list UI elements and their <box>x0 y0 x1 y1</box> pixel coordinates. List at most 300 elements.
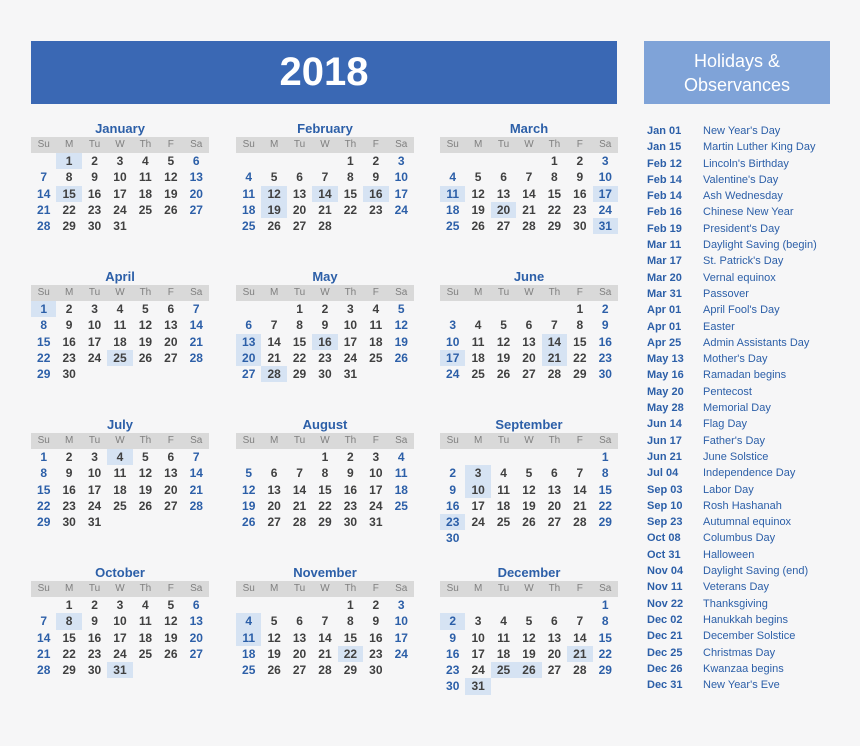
day-cell: 2 <box>91 154 98 168</box>
day-cell: 11 <box>440 186 465 202</box>
day-cell: 30 <box>62 515 76 530</box>
day-cell: 28 <box>261 366 286 382</box>
day-cell: 13 <box>522 334 536 349</box>
holiday-name: Daylight Saving (end) <box>703 565 809 578</box>
day-cell: 23 <box>343 498 358 513</box>
day-cell: 7 <box>525 170 533 185</box>
day-cell: 1 <box>347 598 354 612</box>
holidays-header <box>644 41 830 104</box>
holiday-row <box>647 498 852 514</box>
day-cell: 14 <box>542 334 567 350</box>
holiday-row <box>647 302 852 318</box>
month-grid <box>236 285 414 382</box>
day-cell: 12 <box>164 170 178 185</box>
day-cell: 23 <box>318 350 332 365</box>
day-cell: 3 <box>116 154 124 168</box>
day-cell: 1 <box>601 598 609 612</box>
day-cell: 27 <box>292 663 307 678</box>
day-cell: 21 <box>37 646 51 661</box>
day-cell: 4 <box>397 450 405 464</box>
day-cell: 24 <box>394 646 408 661</box>
day-cell: 5 <box>270 614 278 629</box>
holiday-row <box>647 596 852 612</box>
weekday-header: Su <box>236 581 261 597</box>
day-cell: 18 <box>394 482 408 497</box>
day-cell: 30 <box>87 219 102 234</box>
holiday-name: Columbus Day <box>703 532 776 545</box>
day-cell: 15 <box>56 186 81 202</box>
day-cell: 23 <box>369 202 383 217</box>
weekday-header: Su <box>31 433 56 449</box>
day-cell: 22 <box>573 350 587 365</box>
day-cell: 4 <box>116 302 124 316</box>
day-cell: 16 <box>573 186 587 201</box>
weekday-header: M <box>261 433 286 449</box>
day-cell: 6 <box>296 170 303 185</box>
day-cell: 3 <box>465 465 490 481</box>
day-cell: 3 <box>91 450 98 464</box>
weekday-header: W <box>107 433 132 449</box>
day-cell: 17 <box>113 630 127 645</box>
day-cell: 14 <box>522 186 536 201</box>
day-cell: 17 <box>369 482 383 497</box>
month-march <box>440 120 618 234</box>
day-cell: 2 <box>321 302 329 316</box>
day-cell: 20 <box>267 498 281 513</box>
day-cell: 17 <box>113 186 127 201</box>
day-cell: 15 <box>318 482 332 497</box>
month-grid <box>236 137 414 234</box>
day-cell: 19 <box>164 186 178 201</box>
day-cell: 4 <box>142 154 149 168</box>
day-cell: 6 <box>167 302 175 316</box>
month-grid <box>236 581 414 678</box>
holiday-row <box>647 253 852 269</box>
day-cell: 22 <box>37 498 51 513</box>
day-cell: 14 <box>312 186 337 202</box>
day-cell: 7 <box>551 318 558 333</box>
day-cell: 5 <box>525 466 533 481</box>
day-cell: 27 <box>522 367 536 382</box>
day-cell: 17 <box>440 350 465 366</box>
holiday-date: Apr 01 <box>647 320 682 333</box>
day-cell: 7 <box>192 302 200 316</box>
day-cell: 15 <box>598 482 612 497</box>
day-cell: 11 <box>394 466 408 481</box>
day-cell: 16 <box>446 498 460 513</box>
month-title: December <box>497 565 561 580</box>
holiday-row <box>647 661 852 677</box>
weekday-header: M <box>465 285 490 301</box>
day-cell: 2 <box>576 154 584 168</box>
day-cell: 31 <box>87 515 102 530</box>
day-cell: 22 <box>37 350 51 365</box>
day-cell: 10 <box>87 318 102 333</box>
empty-day-cell <box>31 597 56 613</box>
day-cell: 1 <box>56 153 81 169</box>
weekday-header: F <box>158 285 183 301</box>
day-cell: 26 <box>267 663 281 678</box>
day-cell: 8 <box>601 466 609 481</box>
day-cell: 10 <box>343 318 358 333</box>
holiday-date: Sep 10 <box>647 499 683 512</box>
month-grid <box>440 285 618 382</box>
holiday-row <box>647 465 852 481</box>
day-cell: 26 <box>471 219 485 234</box>
day-cell: 30 <box>369 663 383 678</box>
day-cell: 5 <box>142 302 149 316</box>
day-cell: 13 <box>267 482 281 497</box>
day-cell: 19 <box>164 630 178 645</box>
weekday-header: Tu <box>82 433 107 449</box>
day-cell: 25 <box>242 219 256 234</box>
weekday-header: Th <box>542 285 567 301</box>
day-cell: 16 <box>363 186 388 202</box>
empty-day-cell <box>261 597 286 613</box>
day-cell: 19 <box>522 498 536 513</box>
day-cell: 6 <box>551 614 558 629</box>
weekday-header: Su <box>31 137 56 153</box>
day-cell: 31 <box>369 515 383 530</box>
day-cell: 4 <box>236 613 261 629</box>
day-cell: 11 <box>471 334 485 349</box>
holiday-name: June Solstice <box>703 450 769 463</box>
day-cell: 18 <box>471 350 485 365</box>
day-cell: 10 <box>87 466 102 481</box>
day-cell: 11 <box>113 318 127 333</box>
empty-day-cell <box>440 597 465 613</box>
holiday-name: April Fool's Day <box>703 304 780 317</box>
weekday-header: Sa <box>593 581 618 597</box>
weekday-header: Th <box>542 137 567 153</box>
empty-day-cell <box>287 153 312 169</box>
weekday-header: Sa <box>593 137 618 153</box>
day-cell: 14 <box>318 630 332 645</box>
holiday-row <box>647 139 852 155</box>
day-cell: 30 <box>573 219 587 234</box>
holiday-row <box>647 237 852 253</box>
day-cell: 21 <box>267 350 281 365</box>
day-cell: 15 <box>37 334 51 349</box>
weekday-header: Th <box>542 433 567 449</box>
day-cell: 18 <box>496 646 511 661</box>
holiday-name: Thanksgiving <box>703 597 768 610</box>
day-cell: 2 <box>65 302 73 316</box>
day-cell: 10 <box>369 466 383 481</box>
holiday-date: Jun 17 <box>647 434 682 447</box>
month-title: July <box>106 417 133 432</box>
day-cell: 28 <box>573 663 587 678</box>
day-cell: 6 <box>296 614 303 629</box>
day-cell: 31 <box>113 219 127 234</box>
holiday-name: Ash Wednesday <box>703 190 783 203</box>
weekday-header: F <box>363 433 388 449</box>
holiday-date: Dec 25 <box>647 646 683 659</box>
empty-day-cell <box>312 597 337 613</box>
month-title: April <box>105 269 135 284</box>
holiday-name: St. Patrick's Day <box>703 255 784 268</box>
day-cell: 12 <box>522 482 536 497</box>
day-cell: 7 <box>576 466 584 481</box>
day-cell: 9 <box>91 614 98 629</box>
holiday-name: Memorial Day <box>703 402 771 415</box>
day-cell: 19 <box>471 202 485 217</box>
day-cell: 21 <box>522 202 536 217</box>
day-cell: 23 <box>62 350 76 365</box>
weekday-header: Tu <box>491 433 516 449</box>
day-cell: 3 <box>347 302 354 316</box>
holiday-date: May 13 <box>647 353 684 366</box>
day-cell: 14 <box>37 186 51 201</box>
weekday-header: Su <box>31 285 56 301</box>
holiday-row <box>647 628 852 644</box>
day-cell: 16 <box>87 186 102 201</box>
weekday-header: Tu <box>287 581 312 597</box>
day-cell: 23 <box>62 498 76 513</box>
day-cell: 8 <box>347 614 354 629</box>
day-cell: 12 <box>242 482 256 497</box>
day-cell: 24 <box>113 202 127 217</box>
day-cell: 15 <box>62 630 76 645</box>
day-cell: 22 <box>547 202 562 217</box>
day-cell: 19 <box>394 334 408 349</box>
empty-day-cell <box>516 301 541 317</box>
holiday-name: President's Day <box>703 222 780 235</box>
day-cell: 26 <box>164 646 178 661</box>
empty-day-cell <box>491 449 516 465</box>
day-cell: 8 <box>551 170 558 185</box>
day-cell: 27 <box>164 350 178 365</box>
month-grid <box>31 433 209 530</box>
empty-day-cell <box>236 301 261 317</box>
day-cell: 24 <box>394 202 408 217</box>
day-cell: 26 <box>516 662 541 678</box>
holiday-date: May 16 <box>647 369 684 382</box>
holiday-row <box>647 612 852 628</box>
weekday-header: Sa <box>593 285 618 301</box>
day-cell: 30 <box>87 663 102 678</box>
day-cell: 18 <box>369 334 383 349</box>
day-cell: 24 <box>113 646 127 661</box>
day-cell: 11 <box>139 170 152 185</box>
holiday-row <box>647 400 852 416</box>
day-cell: 9 <box>372 614 380 629</box>
day-cell: 24 <box>369 498 383 513</box>
day-cell: 4 <box>372 302 380 316</box>
day-cell: 20 <box>491 202 516 218</box>
day-cell: 5 <box>525 614 533 629</box>
day-cell: 27 <box>547 515 562 530</box>
holiday-row <box>647 204 852 220</box>
weekday-header: Tu <box>287 433 312 449</box>
day-cell: 3 <box>397 598 405 612</box>
day-cell: 11 <box>369 318 383 333</box>
day-cell: 9 <box>576 170 584 185</box>
day-cell: 20 <box>236 350 261 366</box>
day-cell: 24 <box>446 367 460 382</box>
day-cell: 27 <box>267 515 281 530</box>
day-cell: 9 <box>321 318 329 333</box>
day-cell: 19 <box>138 482 153 497</box>
weekday-header: Th <box>133 137 158 153</box>
day-cell: 18 <box>446 202 460 217</box>
day-cell: 25 <box>491 662 516 678</box>
day-cell: 6 <box>500 170 507 185</box>
day-cell: 12 <box>138 466 153 481</box>
day-cell: 29 <box>573 367 587 382</box>
holiday-date: Feb 12 <box>647 157 682 170</box>
day-cell: 5 <box>397 302 405 316</box>
day-cell: 19 <box>261 202 286 218</box>
day-cell: 18 <box>242 646 256 661</box>
weekday-header: F <box>567 581 592 597</box>
weekday-header: W <box>516 137 541 153</box>
holiday-name: Ramadan begins <box>703 369 787 382</box>
day-cell: 8 <box>601 614 609 629</box>
day-cell: 31 <box>343 367 358 382</box>
day-cell: 8 <box>347 170 354 185</box>
empty-day-cell <box>236 597 261 613</box>
day-cell: 6 <box>525 318 533 333</box>
day-cell: 2 <box>449 466 457 481</box>
day-cell: 24 <box>598 202 612 217</box>
month-title: September <box>495 417 563 432</box>
empty-day-cell <box>236 449 261 465</box>
day-cell: 21 <box>37 202 51 217</box>
day-cell: 3 <box>474 614 482 629</box>
weekday-header: Sa <box>389 581 414 597</box>
day-cell: 28 <box>292 515 307 530</box>
holiday-name: Independence Day <box>703 467 796 480</box>
day-cell: 8 <box>321 466 329 481</box>
day-cell: 3 <box>601 154 609 168</box>
month-september <box>440 416 618 547</box>
weekday-header: F <box>363 581 388 597</box>
holiday-date: Dec 02 <box>647 613 683 626</box>
day-cell: 18 <box>138 186 153 201</box>
day-cell: 9 <box>65 318 73 333</box>
day-cell: 20 <box>522 350 536 365</box>
empty-day-cell <box>567 449 592 465</box>
day-cell: 1 <box>576 302 584 316</box>
day-cell: 13 <box>164 466 178 481</box>
day-cell: 10 <box>598 170 612 185</box>
month-title: June <box>513 269 545 284</box>
day-cell: 8 <box>40 318 48 333</box>
day-cell: 16 <box>62 334 76 349</box>
empty-day-cell <box>516 449 541 465</box>
holiday-name: Kwanzaa begins <box>703 662 784 675</box>
day-cell: 8 <box>65 170 73 185</box>
weekday-header: Sa <box>184 433 209 449</box>
day-cell: 5 <box>474 170 482 185</box>
month-april <box>31 268 209 382</box>
day-cell: 28 <box>189 350 203 365</box>
weekday-header: Sa <box>184 137 209 153</box>
empty-day-cell <box>287 597 312 613</box>
day-cell: 24 <box>343 350 358 365</box>
day-cell: 4 <box>107 449 132 465</box>
month-august <box>236 416 414 530</box>
holiday-date: Dec 31 <box>647 679 683 692</box>
day-cell: 29 <box>343 663 358 678</box>
day-cell: 9 <box>65 466 73 481</box>
holiday-date: Mar 17 <box>647 255 682 268</box>
day-cell: 30 <box>318 367 332 382</box>
day-cell: 18 <box>242 202 256 217</box>
day-cell: 26 <box>164 202 178 217</box>
holiday-row <box>647 351 852 367</box>
day-cell: 30 <box>343 515 358 530</box>
year-title: 2018 <box>279 50 369 94</box>
day-cell: 15 <box>343 630 358 645</box>
holiday-row <box>647 335 852 351</box>
weekday-header: F <box>567 137 592 153</box>
day-cell: 17 <box>343 334 358 349</box>
holiday-date: Feb 16 <box>647 206 682 219</box>
day-cell: 30 <box>446 531 460 546</box>
holiday-date: Feb 19 <box>647 222 682 235</box>
day-cell: 23 <box>440 514 465 530</box>
weekday-header: Tu <box>287 285 312 301</box>
holiday-row <box>647 270 852 286</box>
weekday-header: W <box>107 581 132 597</box>
weekday-header: W <box>107 285 132 301</box>
day-cell: 5 <box>270 170 278 185</box>
day-cell: 1 <box>601 450 609 464</box>
holiday-date: Sep 23 <box>647 516 683 529</box>
month-title: January <box>95 121 145 136</box>
empty-day-cell <box>261 301 286 317</box>
empty-day-cell <box>440 153 465 169</box>
day-cell: 19 <box>522 646 536 661</box>
empty-day-cell <box>312 153 337 169</box>
holiday-row <box>647 221 852 237</box>
day-cell: 17 <box>471 498 485 513</box>
day-cell: 10 <box>394 614 408 629</box>
day-cell: 22 <box>62 646 76 661</box>
weekday-header: Tu <box>82 285 107 301</box>
day-cell: 30 <box>62 367 76 382</box>
holiday-date: Nov 11 <box>647 581 683 594</box>
holiday-row <box>647 123 852 139</box>
day-cell: 20 <box>164 482 178 497</box>
weekday-header: Su <box>440 285 465 301</box>
holiday-date: Jul 04 <box>647 467 679 480</box>
day-cell: 27 <box>189 646 203 661</box>
day-cell: 14 <box>267 334 281 349</box>
weekday-header: Th <box>338 433 363 449</box>
month-february <box>236 120 414 234</box>
day-cell: 10 <box>113 614 127 629</box>
weekday-header: M <box>261 581 286 597</box>
empty-day-cell <box>542 301 567 317</box>
weekday-header: Th <box>542 581 567 597</box>
day-cell: 1 <box>31 301 56 317</box>
holiday-name: Hanukkah begins <box>703 613 789 626</box>
day-cell: 29 <box>318 515 332 530</box>
day-cell: 16 <box>598 334 612 349</box>
day-cell: 18 <box>496 498 511 513</box>
day-cell: 11 <box>497 482 510 497</box>
weekday-header: Th <box>133 285 158 301</box>
empty-day-cell <box>31 153 56 169</box>
holidays-title-line2: Observances <box>683 74 791 95</box>
day-cell: 10 <box>446 334 460 349</box>
day-cell: 6 <box>192 154 200 168</box>
day-cell: 14 <box>189 466 203 481</box>
weekday-header: W <box>312 581 337 597</box>
